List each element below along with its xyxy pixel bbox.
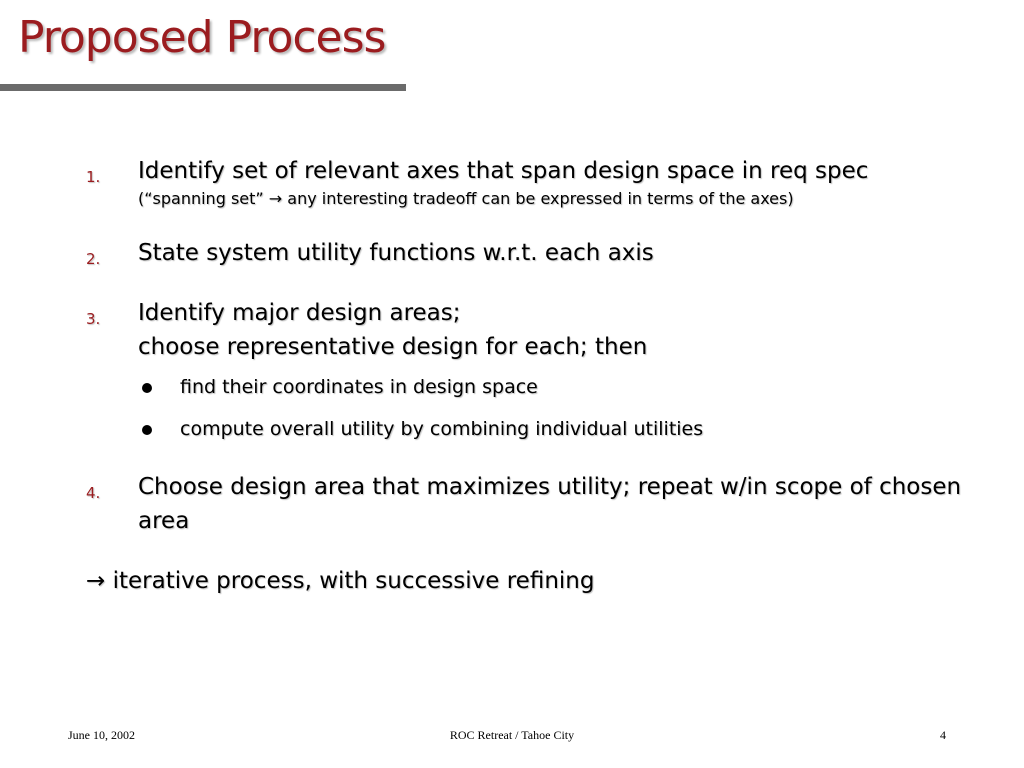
slide-title: Proposed Process <box>18 12 386 63</box>
bullet-dot-icon <box>142 425 152 435</box>
item-text: Identify set of relevant axes that span design space in req spec <box>138 158 869 184</box>
item-text: State system utility functions w.r.t. each axis <box>138 240 654 266</box>
list-item-2 <box>86 236 986 270</box>
sub-bullet-text: compute overall utility by combining individual utilities <box>180 418 704 440</box>
item-text-line-2: choose representative design for each; then <box>138 334 648 360</box>
item-number: 4. <box>86 484 101 502</box>
item-number: 1. <box>86 168 101 186</box>
sub-bullet-item <box>138 372 986 402</box>
slide-content <box>86 154 986 598</box>
bullet-dot-icon <box>142 383 152 393</box>
sub-bullet-item <box>138 414 986 444</box>
sub-bullet-text: find their coordinates in design space <box>180 376 538 398</box>
list-item-4 <box>86 470 986 538</box>
item-text-line-1: Identify major design areas; <box>138 300 461 326</box>
item-number: 2. <box>86 250 101 268</box>
item-subtext: (“spanning set” → any interesting tradeoff can be expressed in terms of the axes) <box>138 189 794 208</box>
list-item-1 <box>86 154 986 210</box>
sub-bullet-list <box>138 372 986 444</box>
conclusion-line <box>86 564 986 598</box>
item-number: 3. <box>86 310 101 328</box>
title-underline-rule <box>0 84 406 91</box>
list-item-3 <box>86 296 986 444</box>
footer-event: ROC Retreat / Tahoe City <box>449 728 575 742</box>
footer-date: June 10, 2002 <box>68 728 135 742</box>
conclusion-text: iterative process, with successive refining <box>112 568 595 594</box>
item-text: Choose design area that maximizes utility; repeat w/in scope of chosen area <box>138 474 962 534</box>
footer-page-number: 4 <box>940 728 946 742</box>
right-arrow-icon: → <box>86 568 106 594</box>
